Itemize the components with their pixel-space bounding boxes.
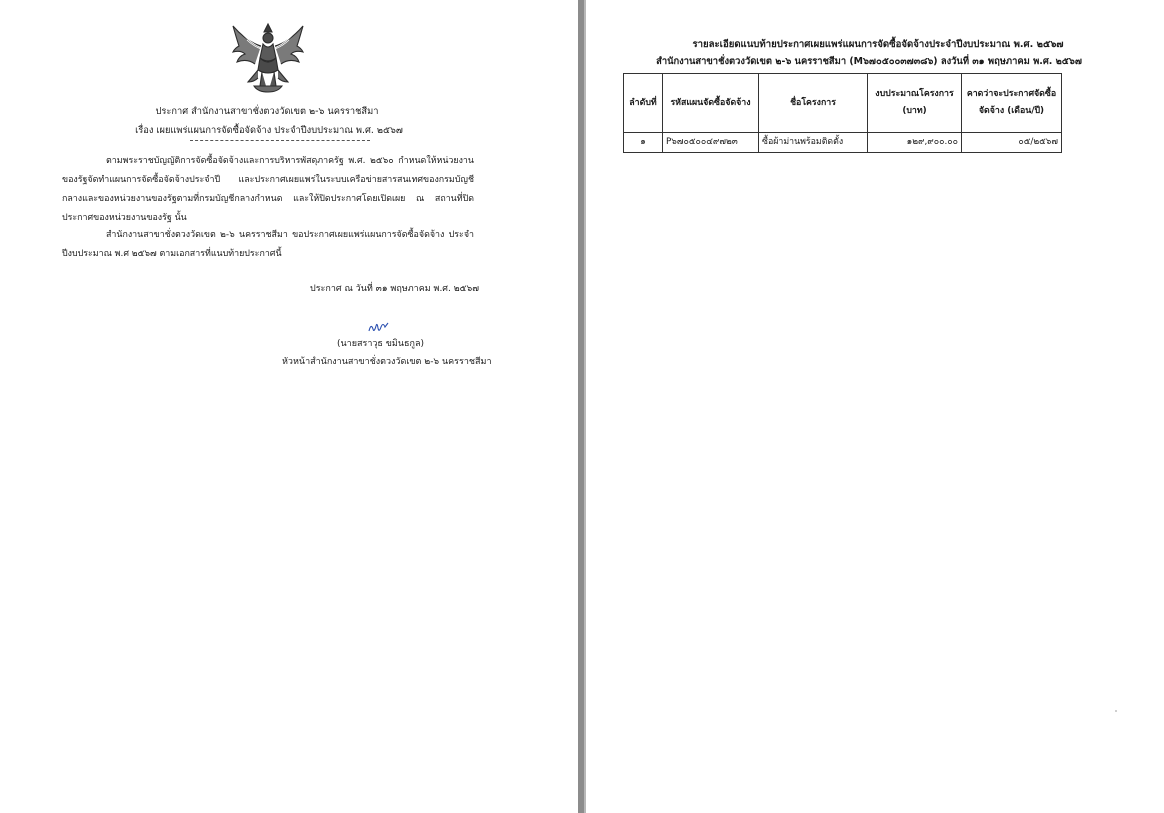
- cell-project-name: ซื้อผ้าม่านพร้อมติดตั้ง: [759, 133, 868, 153]
- details-page: [586, 0, 1164, 813]
- details-title: รายละเอียดแนบท้ายประกาศเผยแพร่แผนการจัดซื้อจัดจ้างประจำปีงบประมาณ พ.ศ. ๒๕๖๗: [692, 39, 1064, 50]
- announcement-paragraph-2: [62, 226, 474, 264]
- page-divider: [578, 0, 586, 813]
- table-row: [624, 133, 1062, 153]
- scan-speck: [1115, 710, 1117, 712]
- cell-order: ๑: [624, 133, 663, 153]
- handwritten-signature-icon: [367, 321, 389, 335]
- announcement-paragraph-1: [62, 152, 474, 228]
- announcement-subject: เรื่อง เผยแพร่แผนการจัดซื้อจัดจ้าง ประจำปีงบประมาณ พ.ศ. ๒๕๖๗: [135, 125, 403, 136]
- details-subtitle: สำนักงานสาขาชั่งตวงวัดเขต ๒-๖ นครราชสีมา (M๖๗๐๕๐๐๓๗๓๘๖) ลงวันที่ ๓๑ พฤษภาคม พ.ศ. ๒๕๖๗: [656, 56, 1082, 67]
- paragraph-1-text: ตามพระราชบัญญัติการจัดซื้อจัดจ้างและการบริหารพัสดุภาครัฐ พ.ศ. ๒๕๖๐ กำหนดให้หน่วยงานของรัฐจัดทำแผนการจัดซื้อจัดจ้างประจำปี และประกาศเผยแพร่ในระบบเครือข่ายสารสนเทศของกรมบัญชีกลางและของหน่วยงานของรัฐตามที่กรมบัญชีกลางกำหนด และให้ปิดประกาศโดยเปิดเผย ณ สถานที่ปิดประกาศของหน่วยงานของรัฐ นั้น: [62, 156, 474, 223]
- table-header-row: [624, 74, 1062, 133]
- announcement-date: ประกาศ ณ วันที่ ๓๑ พฤษภาคม พ.ศ. ๒๕๖๗: [310, 284, 479, 294]
- column-header-expected-month: คาดว่าจะประกาศจัดซื้อจัดจ้าง (เดือน/ปี): [962, 74, 1062, 133]
- garuda-emblem-icon: [228, 20, 308, 94]
- column-header-project-name: ชื่อโครงการ: [759, 74, 868, 133]
- column-header-order: ลำดับที่: [624, 74, 663, 133]
- separator-line: [190, 140, 370, 141]
- paragraph-2-text: สำนักงานสาขาชั่งตวงวัดเขต ๒-๖ นครราชสีมา ขอประกาศเผยแพร่แผนการจัดซื้อจัดจ้าง ประจำปีงบประมาณ พ.ศ ๒๕๖๗ ตามเอกสารที่แนบท้ายประกาศนี้: [62, 230, 474, 259]
- announcement-title: ประกาศ สำนักงานสาขาชั่งตวงวัดเขต ๒-๖ นครราชสีมา: [155, 106, 379, 117]
- cell-plan-code: P๖๗๐๕๐๐๔๙๗๒๓: [663, 133, 759, 153]
- procurement-plan-table: [623, 73, 1062, 153]
- cell-budget: ๑๒๙,๙๐๐.๐๐: [868, 133, 962, 153]
- column-header-budget: งบประมาณโครงการ (บาท): [868, 74, 962, 133]
- signer-name: (นายสราวุธ ขมินธกูล): [337, 339, 424, 349]
- signer-title: หัวหน้าสำนักงานสาขาชั่งตวงวัดเขต ๒-๖ นครราชสีมา: [282, 357, 492, 367]
- cell-expected-month: ๐๕/๒๕๖๗: [962, 133, 1062, 153]
- column-header-plan-code: รหัสแผนจัดซื้อจัดจ้าง: [663, 74, 759, 133]
- announcement-page: [0, 0, 578, 813]
